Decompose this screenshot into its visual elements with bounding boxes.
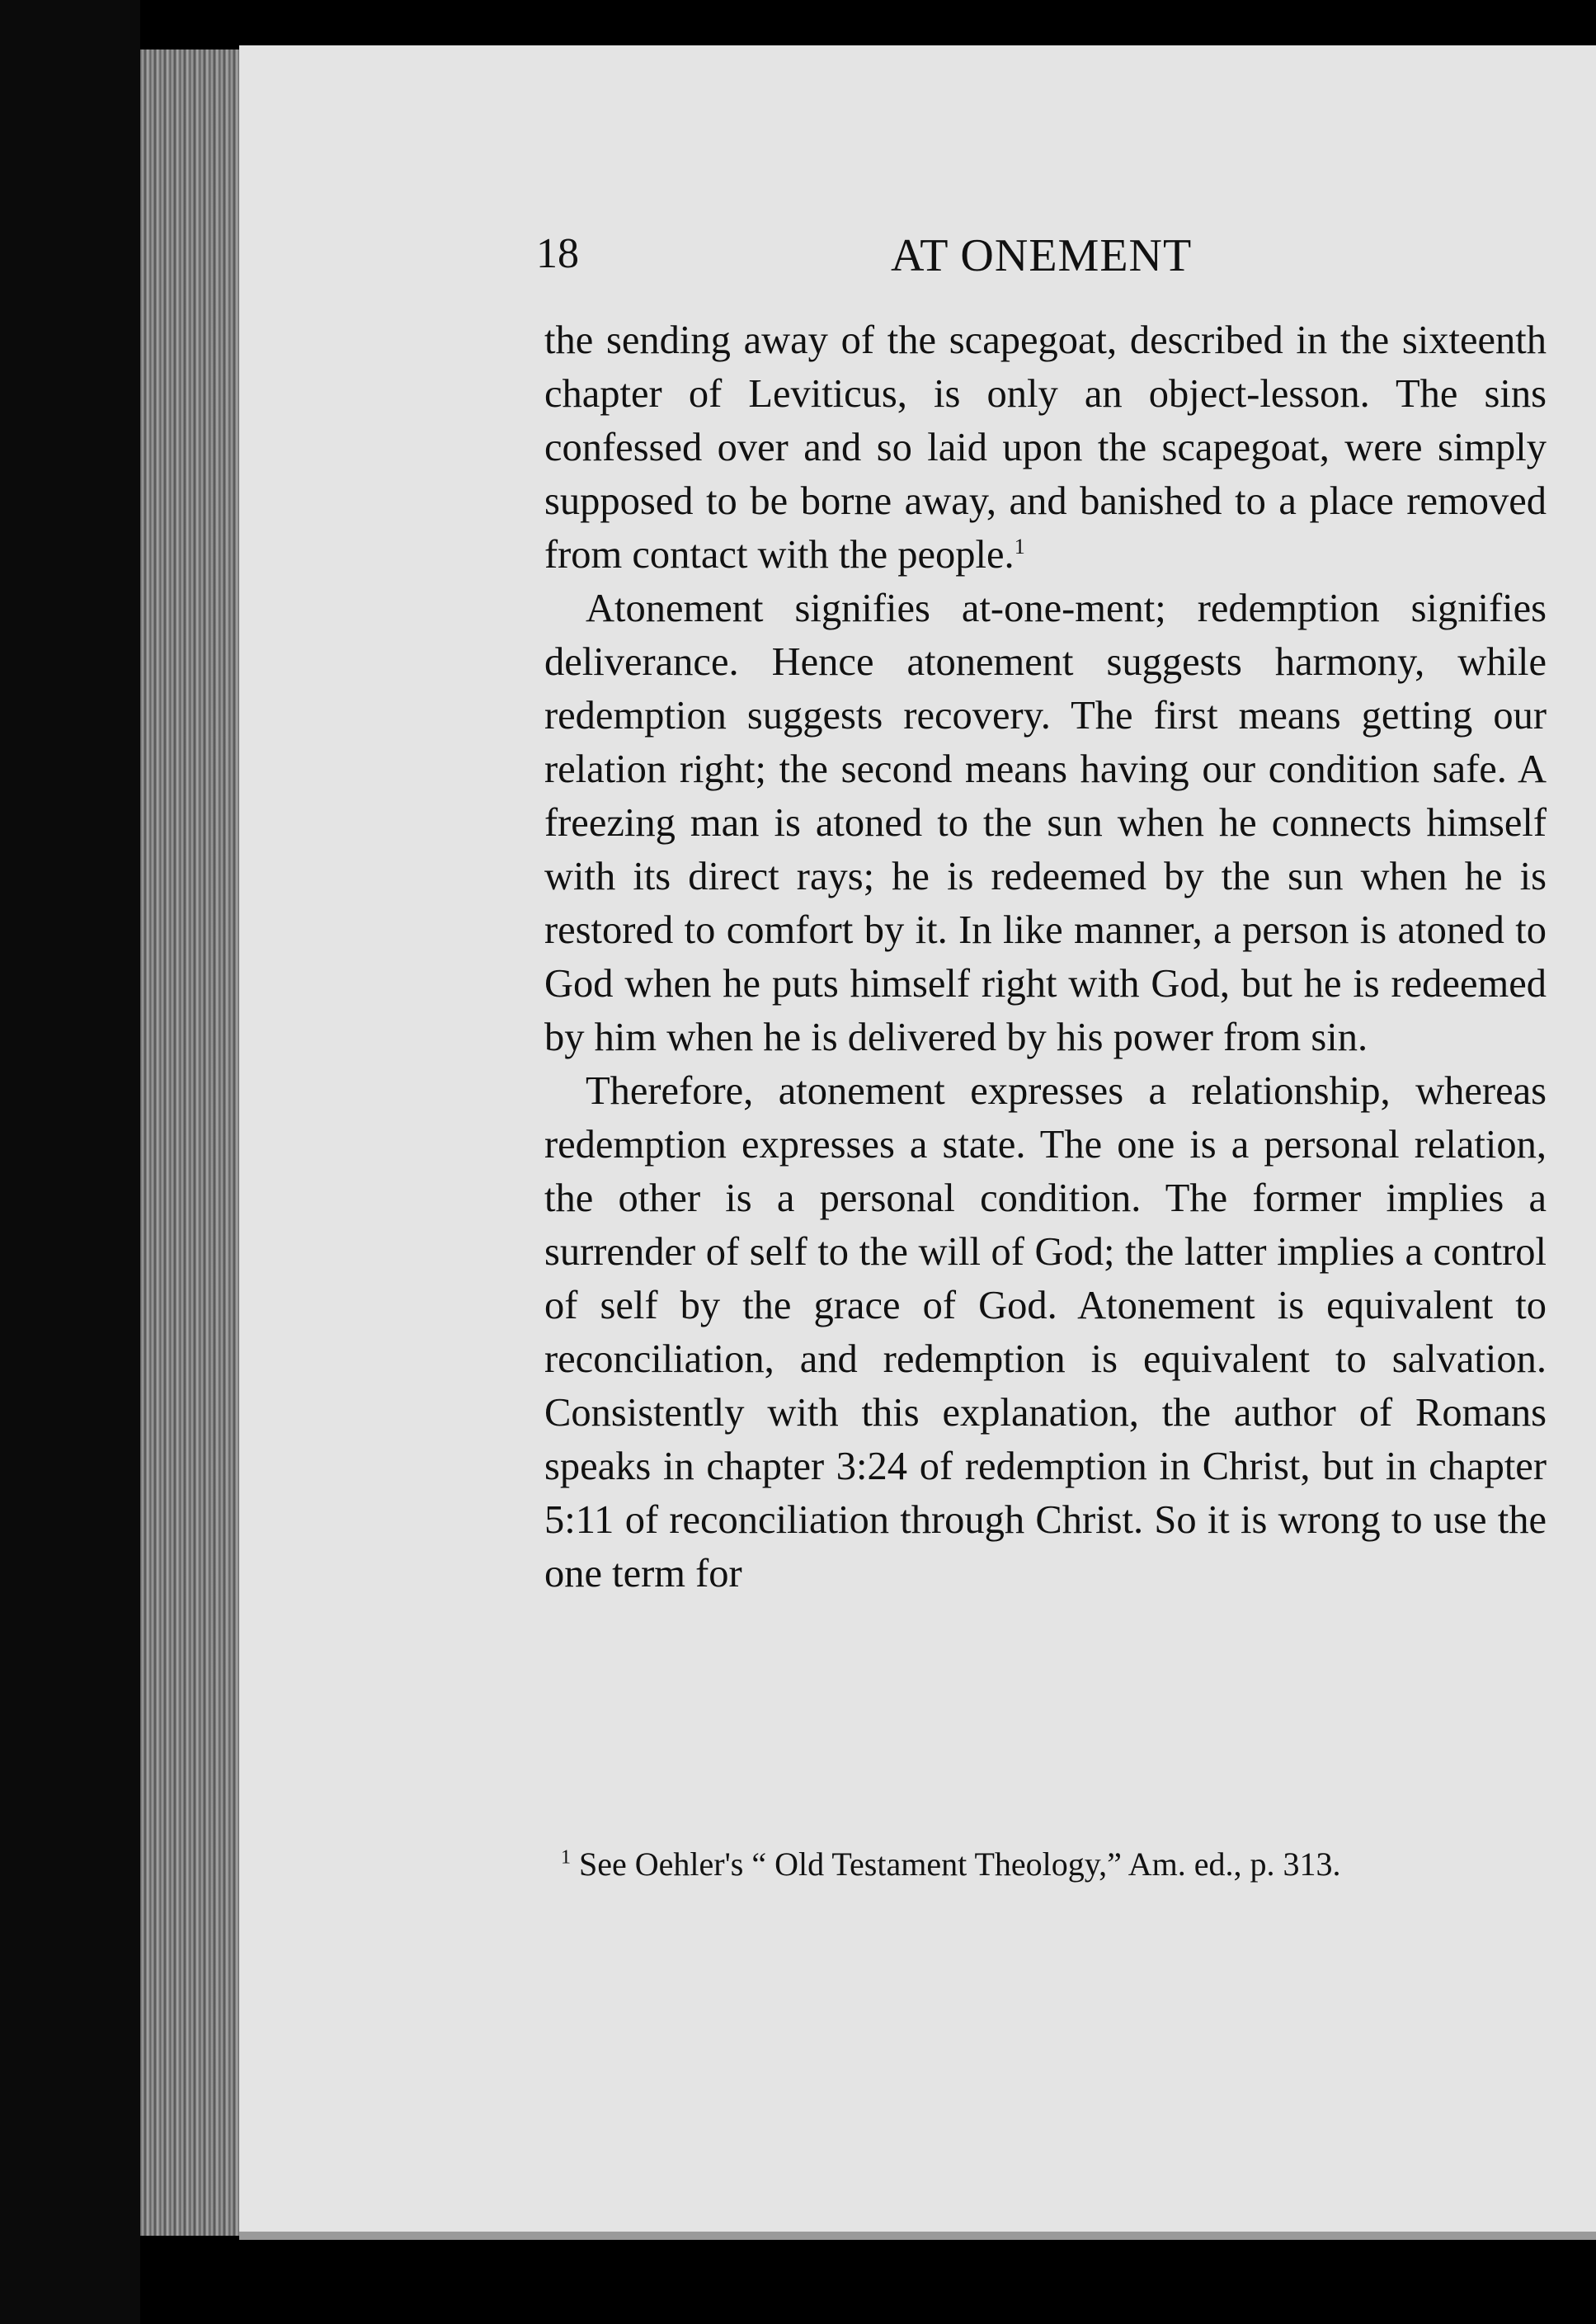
paragraph-1: [544, 313, 1547, 582]
body-text: [544, 313, 1547, 1600]
scan-left-margin: [0, 0, 140, 2324]
paragraph-2: Atonement signifies at-one-ment; redemption signifies deliverance. Hence atonement suggests harmony, while redemption suggests recovery. The first means getting our relation right; the second means having our condition safe. A freezing man is atoned to the sun when he connects himself with its direct rays; he is redeemed by the sun when he is restored to comfort by it. In like manner, a person is atoned to God when he puts himself right with God, but he is redeemed by him when he is delivered by his power from sin.: [544, 587, 1547, 1059]
book-page-edges: [140, 49, 239, 2236]
page-number: 18: [536, 230, 579, 277]
page-bottom-edge: [239, 2232, 1596, 2240]
paragraph-1-text: the sending away of the scapegoat, described in the sixteenth chapter of Leviticus, is only an object-lesson. The sins confessed over and so laid upon the scapegoat, were simply supposed to be borne away, and banished to a place removed from contact with the people.: [544, 318, 1547, 577]
footnote-reference: 1: [1014, 534, 1025, 559]
footnote: [561, 1844, 1547, 1885]
footnote-text: See Oehler's “ Old Testament Theology,” Am. ed., p. 313.: [579, 1846, 1341, 1883]
running-title: AT ONEMENT: [891, 230, 1193, 281]
footnote-mark: 1: [561, 1846, 571, 1869]
paragraph-3: Therefore, atonement expresses a relationship, whereas redemption expresses a state. The one is a personal relation, the other is a personal condition. The former implies a surrender of self to the will of God; the latter implies a control of self by the grace of God. Atonement is equivalent to reconciliation, and redemption is equivalent to salvation. Consistently with this explanation, the author of Romans speaks in chapter 3:24 of redemption in Christ, but in chapter 5:11 of reconciliation through Christ. So it is wrong to use the one term for: [544, 1069, 1547, 1596]
page-header: [536, 223, 1485, 297]
